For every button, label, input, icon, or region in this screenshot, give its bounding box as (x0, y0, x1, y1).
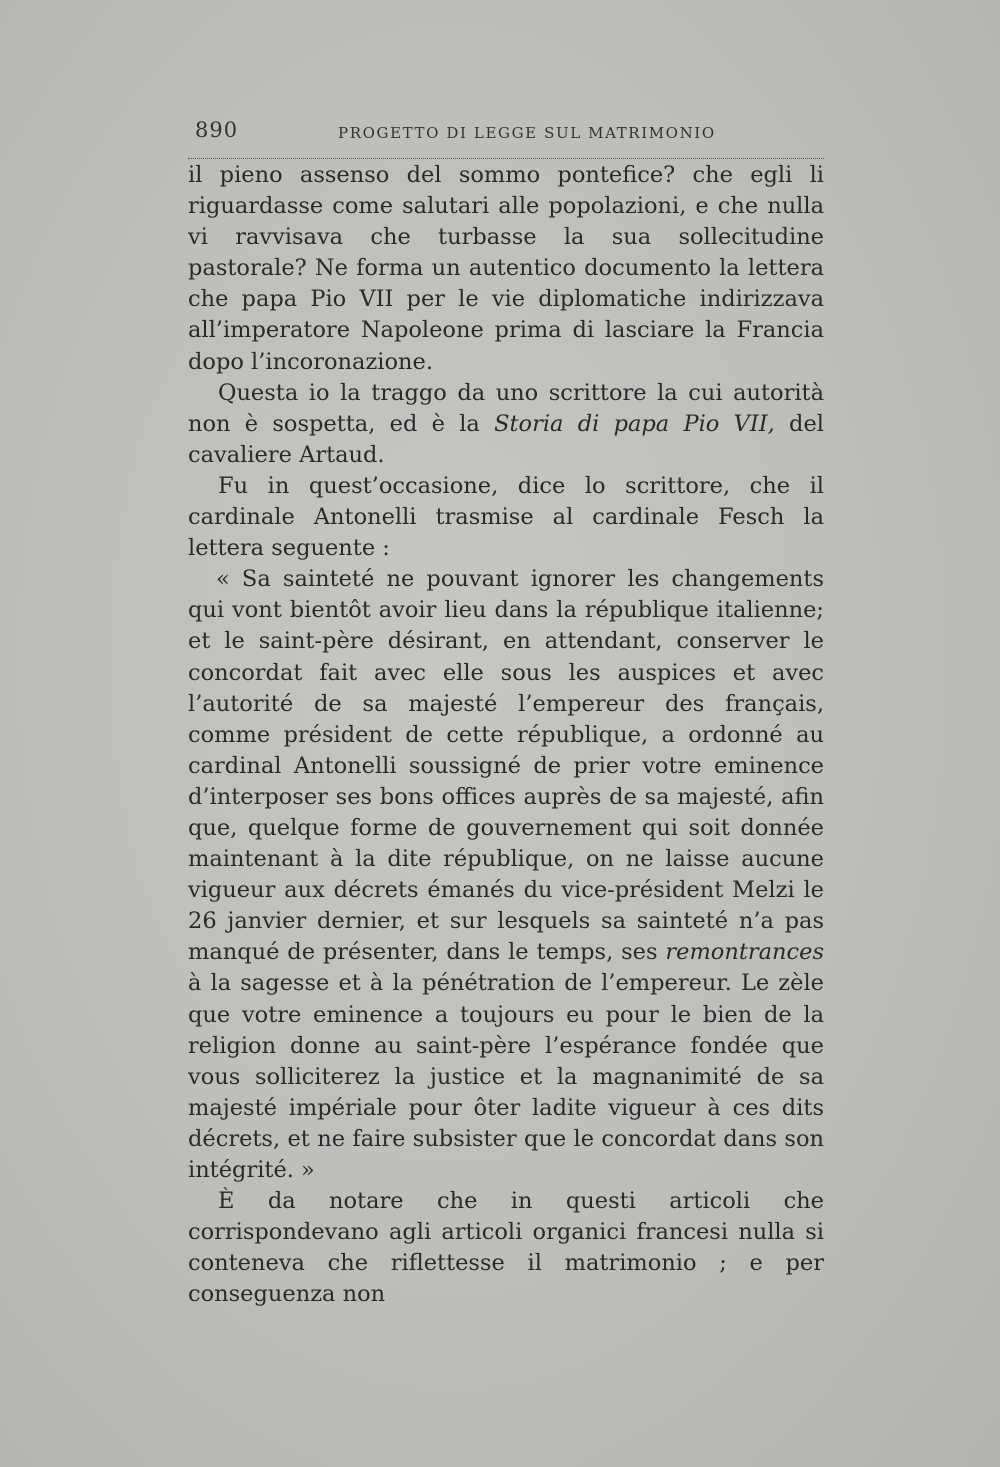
paragraph-2-text-a: Questa io la traggo da uno scrittore la cui autorità non è sospetta, ed è la (188, 379, 824, 437)
paragraph-2 (188, 378, 824, 471)
running-title: PROGETTO DI LEGGE SUL MATRIMONIO (338, 124, 716, 142)
header-rule (188, 158, 824, 159)
page-header (188, 118, 820, 154)
paragraph-2-text-b: del cavaliere Artaud. (188, 410, 824, 468)
quoted-letter-italic-word: remontrances (665, 939, 824, 966)
quoted-letter-text-a: « Sa sainteté ne pouvant ignorer les changements qui vont bientôt avoir lieu dans la république italienne; et le saint-père désirant, en attendant, conserver le concordat fait avec elle sous les auspices et avec l’autorité de sa majesté l’empereur des français, comme président de cette république, a ordonné au cardinal Antonelli soussigné de prier votre eminence d’interposer ses bons offices auprès de sa majesté, afin que, quelque forme de gouvernement qui soit donnée maintenant à la dite république, on ne laisse aucune vigueur aux décrets émanés du vice-président Melzi le 26 janvier dernier, et sur lesquels sa sainteté n’a pas manqué de présenter, dans le temps, ses (188, 566, 824, 966)
paragraph-1: il pieno assenso del sommo pontefice? che egli li riguardasse come salutari alle popolazioni, e che nulla vi ravvisava che turbasse la sua sollecitudine pastorale? Ne forma un autentico documento la lettera che papa Pio VII per le vie diplomatiche indirizzava all’imperatore Napoleone prima di lasciare la Francia dopo l’incoronazione. (188, 162, 824, 375)
paragraph-2-book-title: Storia di papa Pio VII, (494, 410, 775, 437)
quoted-letter-text-b: à la sagesse et à la pénétration de l’empereur. Le zèle que votre eminence a toujours eu pour le bien de la religion donne au saint-père l’espérance fondée que vous solliciterez la justice et la magnanimité de sa majesté impériale pour ôter ladite vigueur à ces dits décrets, et ne faire subsister que le concordat dans son intégrité. » (188, 970, 824, 1183)
paragraph-3: Fu in quest’occasione, dice lo scrittore, che il cardinale Antonelli trasmise al cardinale Fesch la lettera seguente : (188, 472, 824, 562)
body-text (188, 160, 824, 1310)
paragraph-5: È da notare che in questi articoli che corrispondevano agli articoli organici francesi nulla si conteneva che riflettesse il matrimonio ; e per conseguenza non (188, 1188, 824, 1308)
page-number: 890 (195, 118, 239, 142)
quoted-letter (188, 564, 824, 1186)
